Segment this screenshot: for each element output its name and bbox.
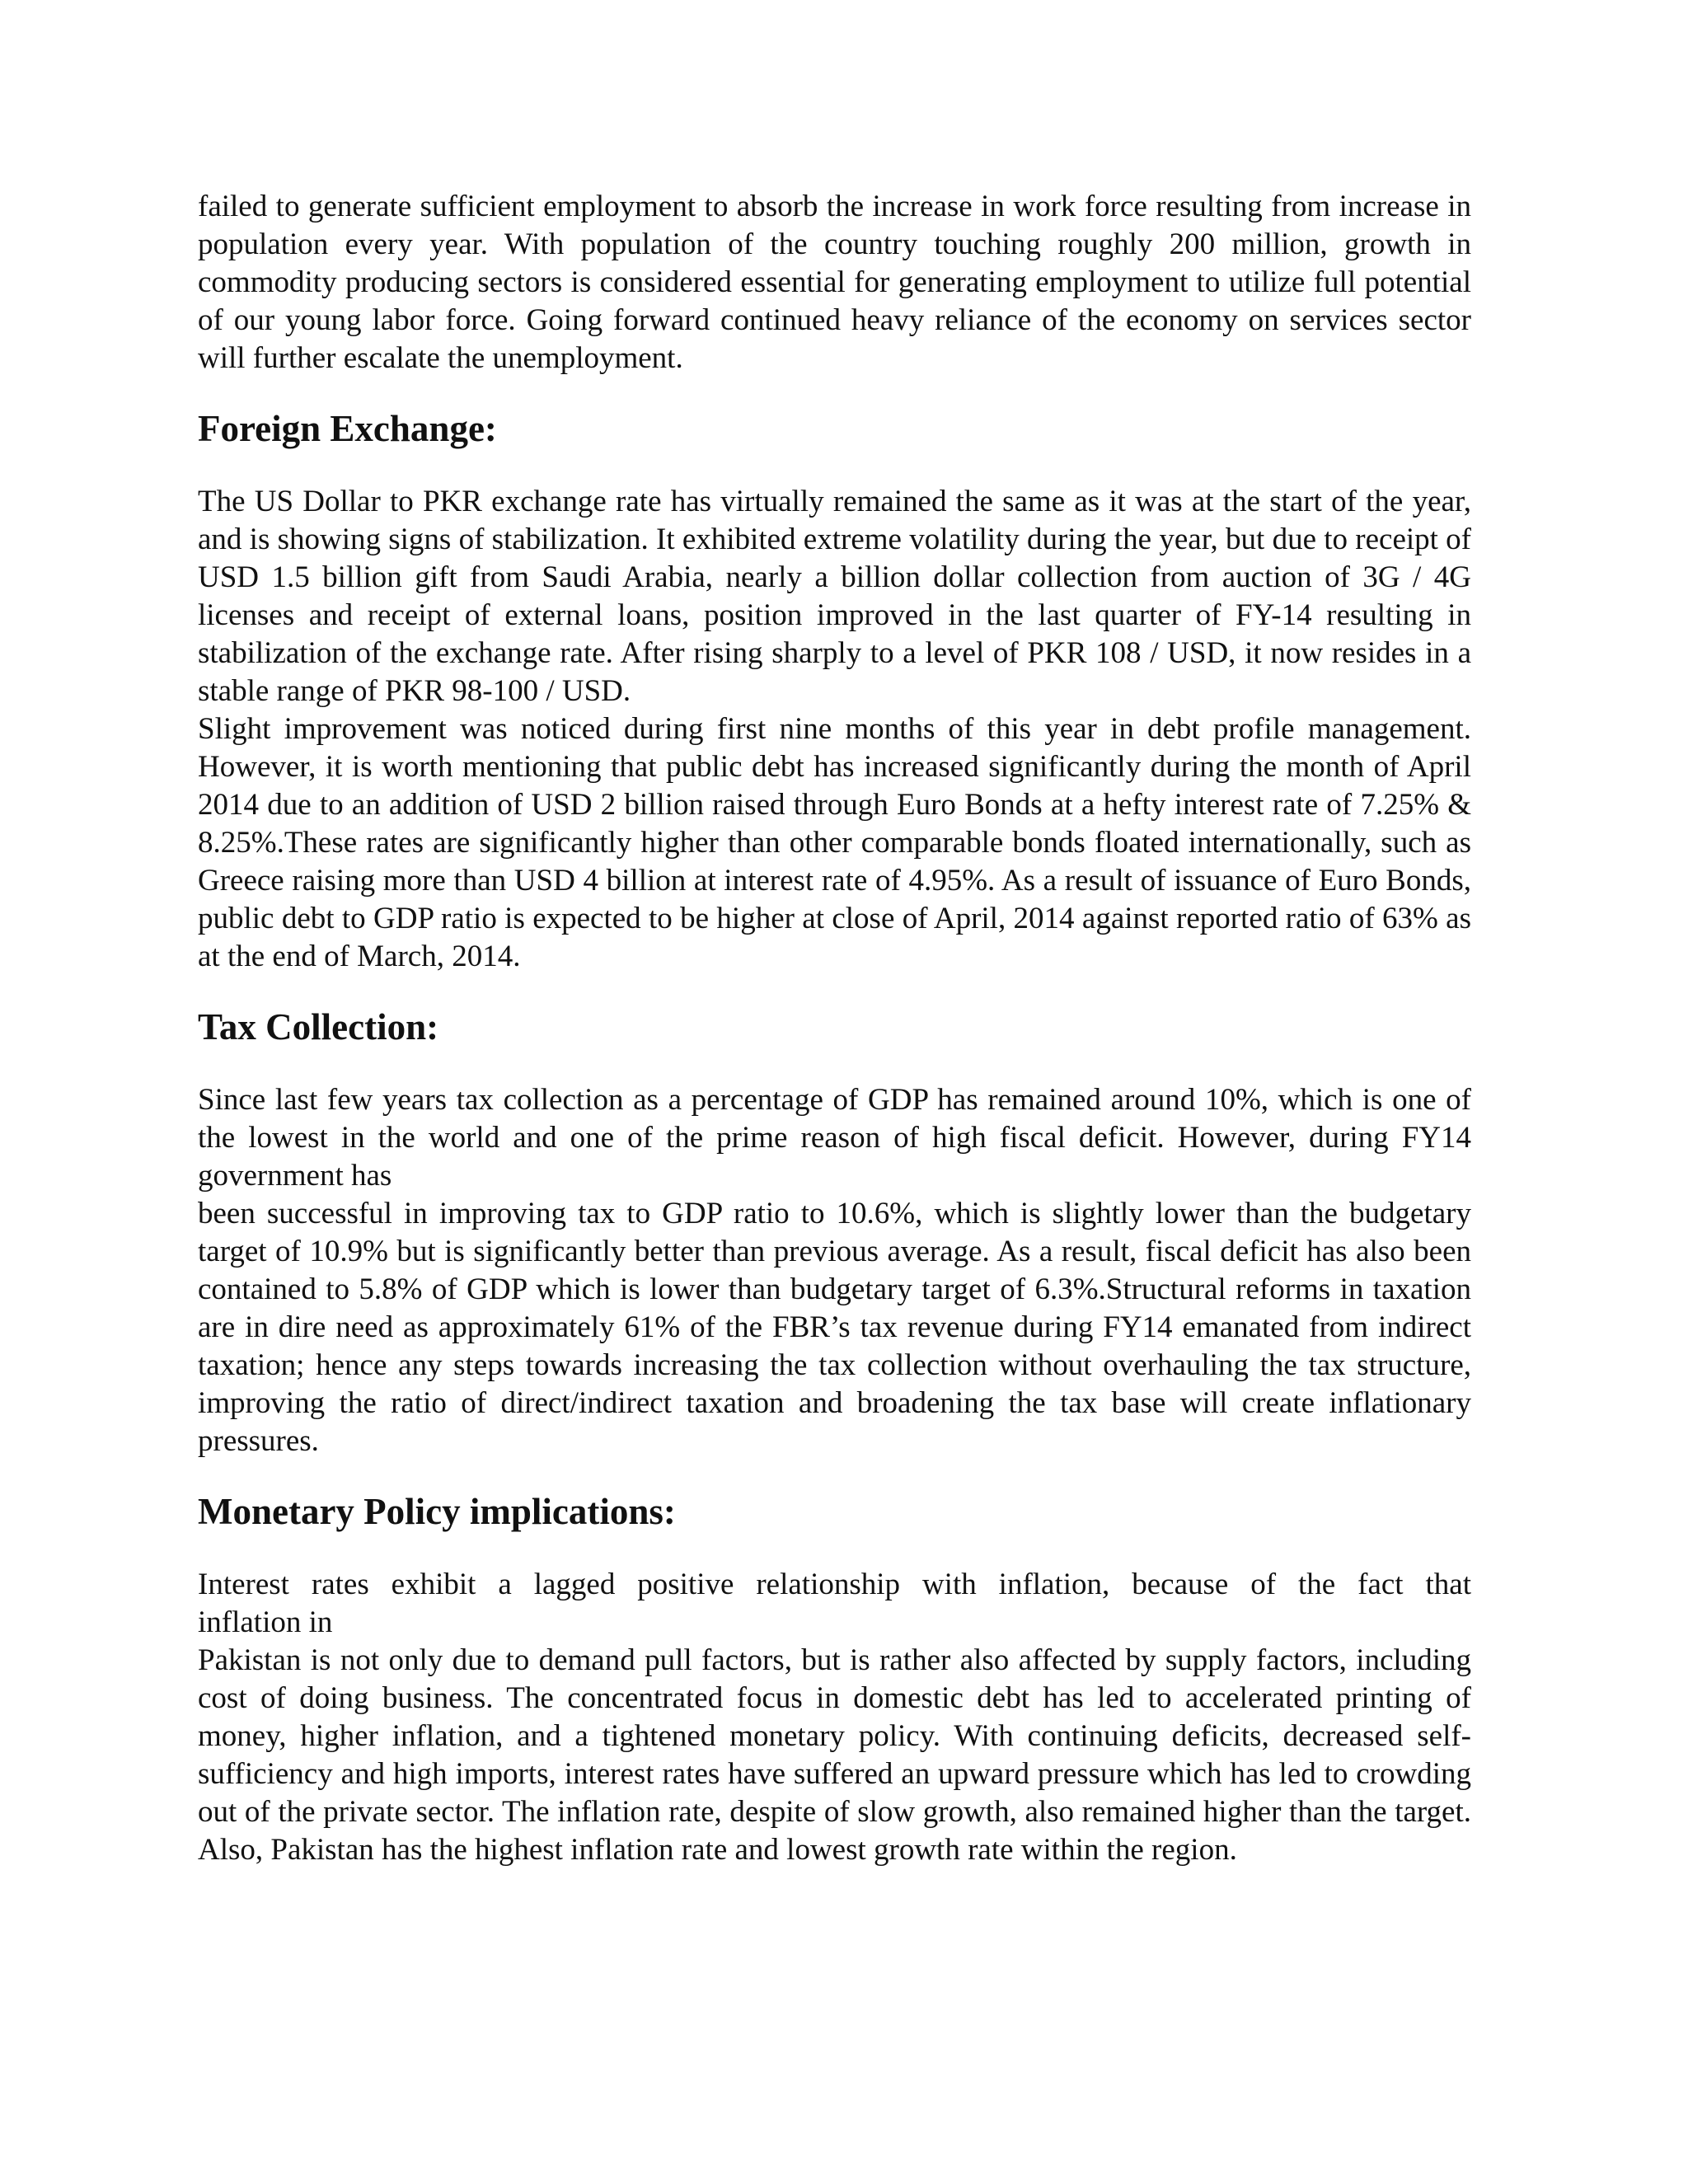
section-heading-tax-collection: Tax Collection:: [198, 1006, 439, 1047]
foreign-exchange-paragraph-1: The US Dollar to PKR exchange rate has virtually remained the same as it was at the start of the year, and is showing signs of stabilization. It exhibited extreme volatility during the year, but due to receipt of USD 1.5 billion gift from Saudi Arabia, nearly a billion dollar collection from auction of 3G / 4G licenses and receipt of external loans, position improved in the last quarter of FY-14 resulting in stabilization of the exchange rate. After rising sharply to a level of PKR 108 / USD, it now resides in a stable range of PKR 98-100 / USD.: [198, 485, 1471, 708]
monetary-policy-paragraph-2: Pakistan is not only due to demand pull factors, but is rather also affected by supply factors, including cost of doing business. The concentrated focus in domestic debt has led to accelerated printing of money, higher inflation, and a tightened monetary policy. With continuing deficits, decreased self-sufficiency and high imports, interest rates have suffered an upward pressure which has led to crowding out of the private sector. The inflation rate, despite of slow growth, also remained higher than the target. Also, Pakistan has the highest inflation rate and lowest growth rate within the region.: [198, 1643, 1471, 1867]
intro-paragraph: failed to generate sufficient employment to absorb the increase in work force resulting from increase in population every year. With population of the country touching roughly 200 million, growth in commodity producing sectors is considered essential for generating employment to utilize full potential of our young labor force. Going forward continued heavy reliance of the economy on services sector will further escalate the unemployment.: [198, 190, 1471, 375]
foreign-exchange-paragraph-2: Slight improvement was noticed during first nine months of this year in debt profile management. However, it is worth mentioning that public debt has increased significantly during the month of April 2014 due to an addition of USD 2 billion raised through Euro Bonds at a hefty interest rate of 7.25% & 8.25%.These rates are significantly higher than other comparable bonds floated internationally, such as Greece raising more than USD 4 billion at interest rate of 4.95%. As a result of issuance of Euro Bonds, public debt to GDP ratio is expected to be higher at close of April, 2014 against reported ratio of 63% as at the end of March, 2014.: [198, 712, 1471, 973]
monetary-policy-paragraph-1-line-2: inflation in: [198, 1605, 333, 1639]
section-heading-foreign-exchange: Foreign Exchange:: [198, 408, 497, 449]
tax-collection-paragraph-2: been successful in improving tax to GDP ratio to 10.6%, which is slightly lower than the budgetary target of 10.9% but is significantly better than previous average. As a result, fiscal deficit has also been contained to 5.8% of GDP which is lower than budgetary target of 6.3%.Structural reforms in taxation are in dire need as approximately 61% of the FBR’s tax revenue during FY14 emanated from indirect taxation; hence any steps towards increasing the tax collection without overhauling the tax structure, improving the ratio of direct/indirect taxation and broadening the tax base will create inflationary pressures.: [198, 1197, 1471, 1458]
document-page: [198, 188, 1471, 1869]
monetary-policy-paragraph-1-line-1: Interest rates exhibit a lagged positive relationship with inflation, because of the fact that: [198, 1568, 1471, 1601]
tax-collection-paragraph-1: Since last few years tax collection as a percentage of GDP has remained around 10%, which is one of the lowest in the world and one of the prime reason of high fiscal deficit. However, during FY14 government has: [198, 1083, 1471, 1193]
section-heading-monetary-policy: Monetary Policy implications:: [198, 1491, 676, 1532]
